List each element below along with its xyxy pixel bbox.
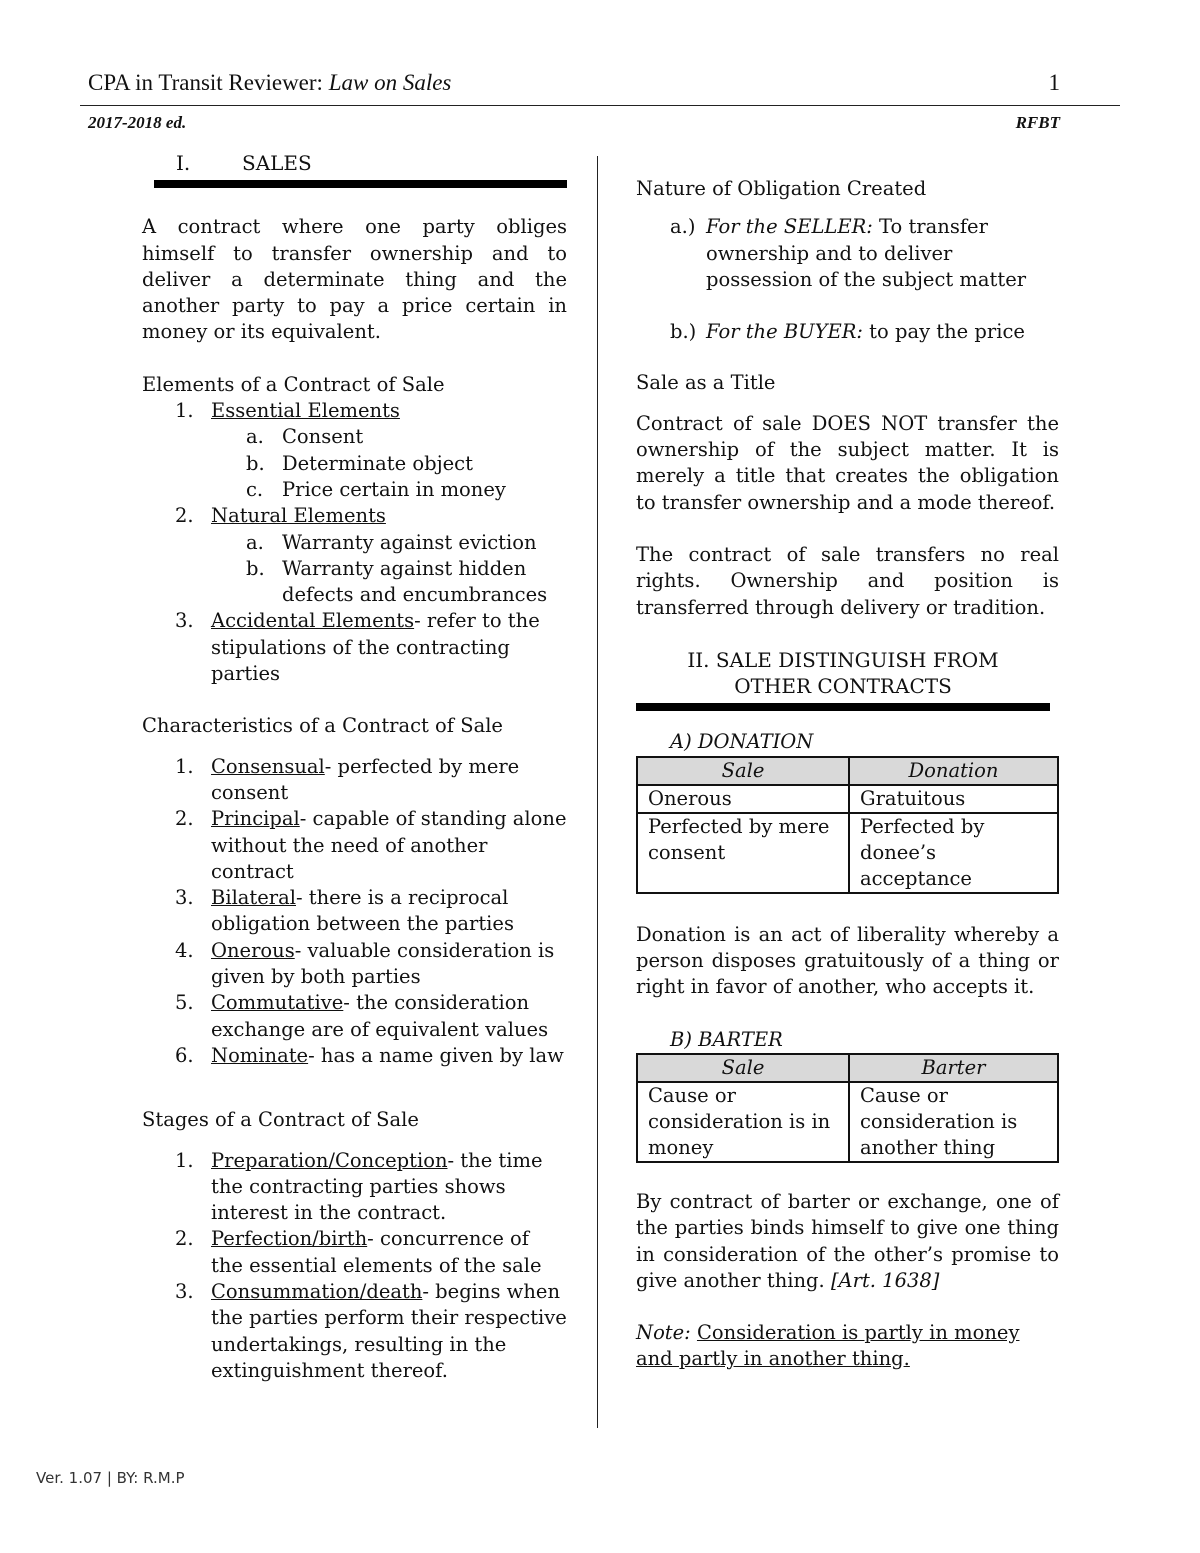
sub-list-text: Consent: [282, 425, 364, 449]
list-term: Consensual: [211, 754, 325, 778]
subheader: [88, 113, 1060, 133]
note-text: Consideration is partly in money and partly in another thing.: [636, 1321, 1020, 1371]
list-term: Preparation/Conception: [211, 1148, 448, 1172]
list-marker: c.: [246, 477, 264, 501]
list-item: [142, 1148, 567, 1227]
sub-list: [211, 530, 567, 609]
header-rule: [80, 105, 1120, 106]
list-marker: 3.: [175, 886, 194, 910]
donation-caption: A) DONATION: [670, 730, 814, 754]
barter-caption: B) BARTER: [670, 1027, 783, 1051]
table-cell: Perfected by mere consent: [637, 813, 849, 893]
list-marker: 1.: [175, 1148, 194, 1172]
list-term: Essential Elements: [211, 399, 400, 423]
list-term: Consummation/death: [211, 1279, 423, 1303]
list-marker: 4.: [175, 938, 194, 962]
list-description: - the consideration exchange are of equivalent values: [211, 991, 549, 1041]
table-cell: Cause or consideration is in money: [637, 1082, 849, 1162]
obligation-label: For the SELLER:: [706, 215, 873, 239]
list-description: - has a name given by law: [308, 1043, 564, 1067]
table-cell: Cause or consideration is another thing: [849, 1082, 1058, 1162]
list-term: Commutative: [211, 991, 344, 1015]
stages-heading: Stages of a Contract of Sale: [142, 1108, 419, 1132]
list-marker: b.: [246, 556, 265, 580]
note: [636, 1320, 1059, 1373]
list-item: [142, 1043, 567, 1069]
obligation-text: to pay the price: [862, 320, 1025, 344]
sub-list-text: Price certain in money: [282, 477, 506, 501]
right-column: [636, 176, 1059, 1373]
table-header-cell: Sale: [637, 1054, 849, 1082]
list-item: [142, 885, 567, 938]
characteristics-heading: Characteristics of a Contract of Sale: [142, 714, 503, 738]
characteristics-list: [142, 754, 567, 1070]
list-description: - valuable consideration is given by both parties: [211, 938, 555, 989]
article-citation: [Art. 1638]: [830, 1268, 940, 1292]
barter-para: [636, 1189, 1059, 1294]
list-item: [636, 214, 1059, 293]
list-item: [142, 1279, 567, 1384]
title-para-1: Contract of sale DOES NOT transfer the ownership of the subject matter. It is merely a title that creates the obligation to transfer ownership and a mode thereof.: [636, 411, 1059, 514]
table-header-row: [637, 757, 1058, 785]
sub-list-item: [142, 556, 567, 609]
list-item: [142, 754, 567, 807]
list-item: [142, 938, 567, 991]
sub-list: [211, 424, 567, 503]
page-number: 1: [1048, 70, 1060, 95]
list-marker: a.: [246, 425, 264, 449]
list-marker: b.: [246, 451, 265, 475]
table-cell: Gratuitous: [849, 785, 1058, 813]
elements-heading: Elements of a Contract of Sale: [142, 372, 445, 396]
section-number: I.: [176, 151, 191, 175]
list-description: - capable of standing alone without the need of another contract: [211, 807, 567, 883]
sales-definition: A contract where one party obliges himself to transfer ownership and to deliver a determinate thing and the another party to pay a price certain in money or its equivalent.: [142, 215, 567, 344]
list-description: - begins when the parties perform their respective undertakings, resulting in the extinguishment thereof.: [211, 1279, 567, 1382]
list-marker: b.): [670, 320, 697, 344]
section2-line1: II. SALE DISTINGUISH FROM: [687, 647, 999, 672]
list-term: Onerous: [211, 938, 295, 962]
nature-list: [636, 214, 1059, 345]
edition-label: 2017-2018 ed.: [88, 113, 187, 132]
document-title: [88, 70, 451, 95]
section-rule: [154, 180, 567, 188]
list-marker: a.): [670, 215, 696, 239]
section-heading-distinguish: [636, 647, 1050, 700]
list-description: - perfected by mere consent: [211, 754, 520, 804]
title-heading: Sale as a Title: [636, 371, 776, 395]
list-marker: 3.: [175, 609, 194, 633]
table-row: [637, 813, 1058, 893]
page-footer: Ver. 1.07 | BY: R.M.P: [36, 1469, 185, 1487]
stages-list: [142, 1148, 567, 1385]
list-description: - refer to the stipulations of the contracting parties: [211, 609, 540, 686]
list-item: [142, 990, 567, 1043]
table-row: [637, 1082, 1058, 1162]
list-marker: 2.: [175, 807, 194, 831]
subject-label: RFBT: [1015, 113, 1060, 132]
table-header-row: [637, 1054, 1058, 1082]
sub-list-text: Determinate object: [282, 451, 473, 475]
note-label: Note:: [636, 1321, 691, 1345]
obligation-text: To transfer ownership and to deliver possession of the subject matter: [706, 215, 1027, 291]
sub-list-item: [142, 451, 567, 477]
list-marker: 6.: [175, 1043, 194, 1067]
table-cell: Onerous: [637, 785, 849, 813]
title-para-2: The contract of sale transfers no real rights. Ownership and position is transferred through delivery or tradition.: [636, 542, 1059, 619]
list-term: Accidental Elements: [211, 609, 415, 633]
table-cell: Perfected by donee’s acceptance: [849, 813, 1058, 893]
list-term: Principal: [211, 807, 300, 831]
section-heading-sales: [142, 150, 567, 176]
list-marker: 2.: [175, 504, 194, 528]
title-subject: Law on Sales: [328, 70, 452, 95]
sub-list-item: [142, 477, 567, 503]
list-item: [142, 806, 567, 885]
sub-list-text: Warranty against hidden defects and encumbrances: [282, 556, 548, 607]
list-description: - the time the contracting parties shows interest in the contract.: [211, 1148, 543, 1225]
elements-list: [142, 398, 567, 687]
list-marker: 3.: [175, 1279, 194, 1303]
list-marker: 2.: [175, 1227, 194, 1251]
list-term: Natural Elements: [211, 504, 386, 528]
donation-para: Donation is an act of liberality whereby a person disposes gratuitously of a thing or right in favor of another, who accepts it.: [636, 922, 1059, 999]
table-header-cell: Barter: [849, 1054, 1058, 1082]
list-description: - concurrence of the essential elements of the sale: [211, 1227, 542, 1277]
sub-list-text: Warranty against eviction: [282, 530, 537, 554]
list-item: [142, 398, 567, 503]
sub-list-item: [142, 530, 567, 556]
list-term: Perfection/birth: [211, 1227, 368, 1251]
section2-rule: [636, 703, 1050, 711]
title-prefix: CPA in Transit Reviewer:: [88, 70, 329, 95]
donation-table: [636, 756, 1059, 894]
table-header-cell: Sale: [637, 757, 849, 785]
list-item: [142, 608, 567, 687]
barter-para-text: By contract of barter or exchange, one of the parties binds himself to give one thing in consideration of the other’s promise to give another thing.: [636, 1189, 1059, 1292]
list-marker: 1.: [175, 399, 194, 423]
list-item: [142, 503, 567, 608]
list-description: - there is a reciprocal obligation between the parties: [211, 886, 514, 936]
list-marker: 1.: [175, 754, 194, 778]
list-item: [636, 319, 1059, 345]
list-marker: a.: [246, 530, 264, 554]
section2-line2: OTHER CONTRACTS: [734, 674, 952, 699]
left-column: [142, 150, 567, 1384]
table-header-cell: Donation: [849, 757, 1058, 785]
nature-heading: Nature of Obligation Created: [636, 177, 927, 200]
list-marker: 5.: [175, 991, 194, 1015]
section-title: SALES: [242, 151, 312, 175]
column-divider: [597, 156, 598, 1428]
list-item: [142, 1226, 567, 1279]
barter-table: [636, 1053, 1059, 1163]
table-row: [637, 785, 1058, 813]
obligation-label: For the BUYER:: [706, 320, 863, 344]
list-term: Bilateral: [211, 886, 296, 910]
page-header: [88, 70, 1060, 96]
sub-list-item: [142, 424, 567, 450]
list-term: Nominate: [211, 1043, 309, 1067]
